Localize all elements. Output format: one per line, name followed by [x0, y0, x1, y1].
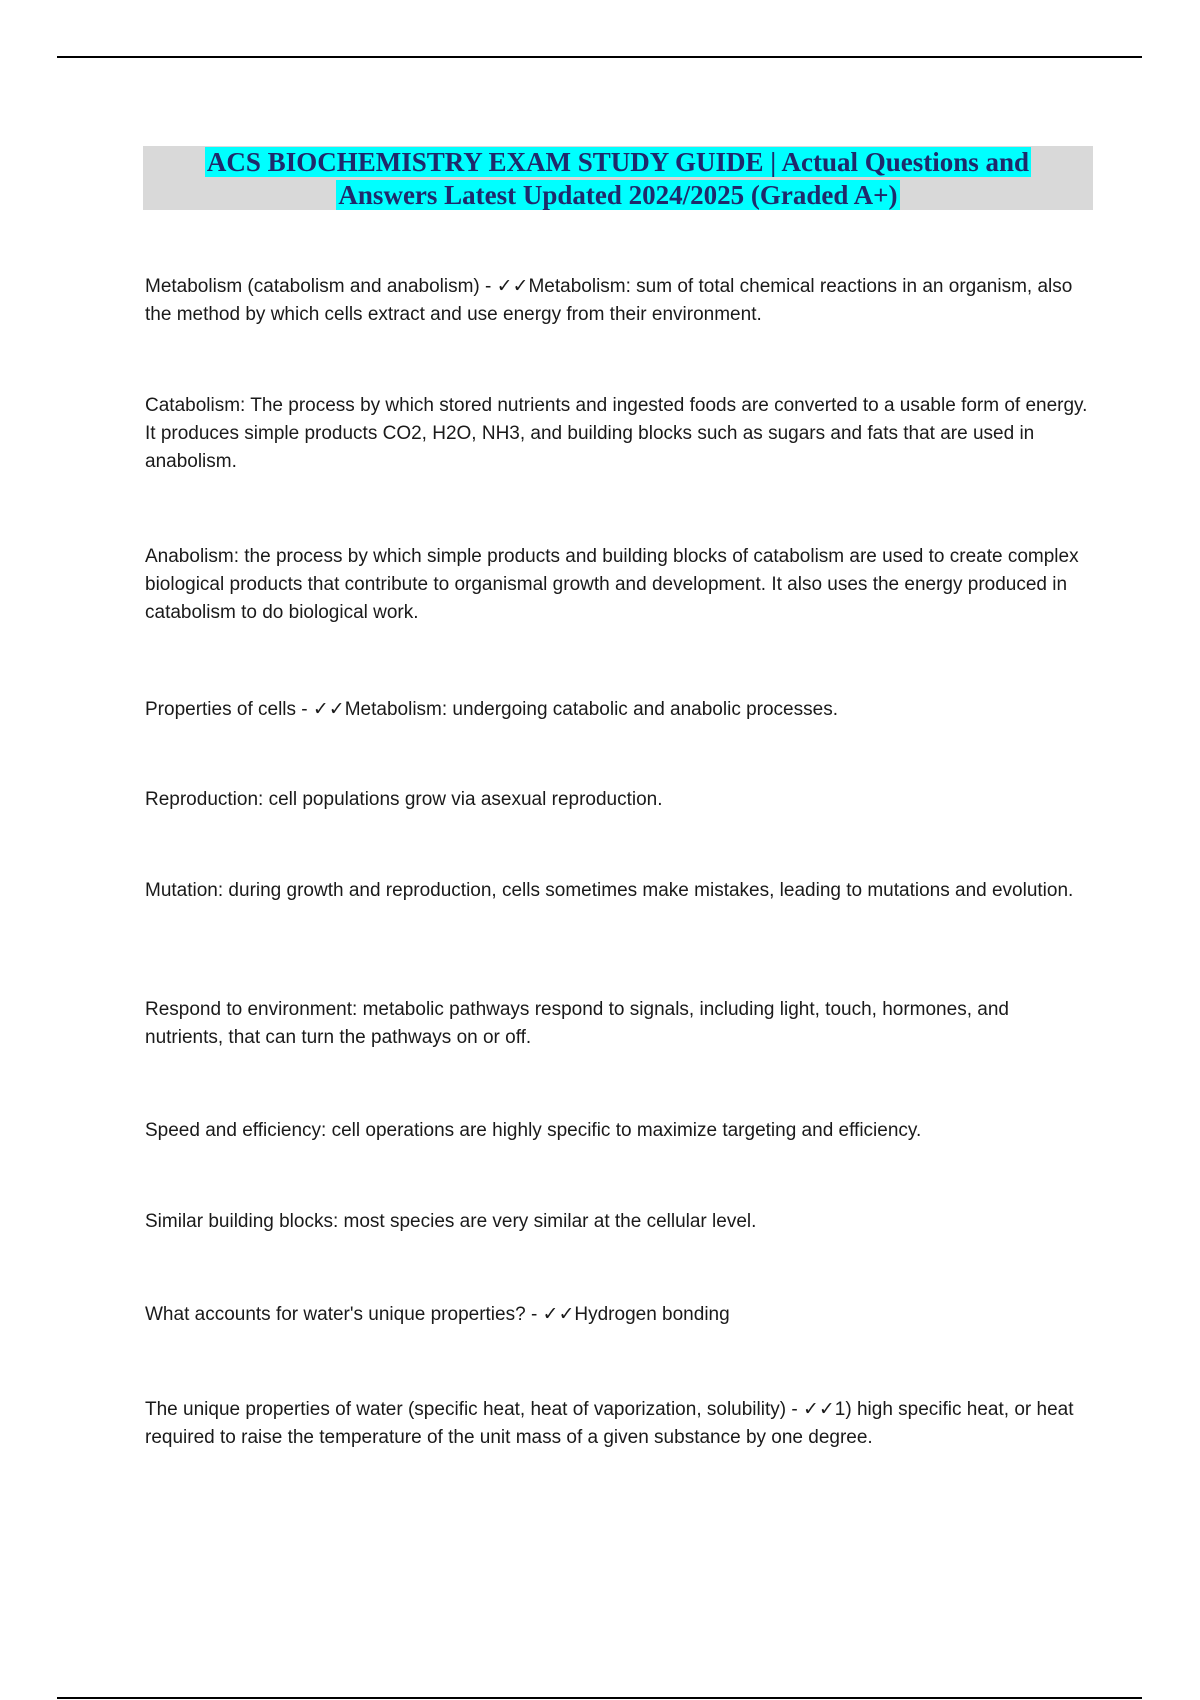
paragraph-water-properties-question: What accounts for water's unique properties? - ✓✓Hydrogen bonding: [145, 1304, 730, 1325]
bottom-rule: [57, 1697, 1142, 1699]
paragraph-anabolism: Anabolism: the process by which simple products and building blocks of catabolism are used to create complex biological products that contribute to organismal growth and development. It also uses the energy produced in catabolism to do biological work.: [145, 546, 1079, 623]
paragraph-reproduction: Reproduction: cell populations grow via asexual reproduction.: [145, 789, 663, 810]
paragraph-similar-building-blocks: Similar building blocks: most species are very similar at the cellular level.: [145, 1211, 757, 1232]
top-rule: [57, 56, 1142, 58]
title-text-1: ACS BIOCHEMISTRY EXAM STUDY GUIDE | Actual Questions and: [206, 147, 1030, 177]
paragraph-mutation: Mutation: during growth and reproduction, cells sometimes make mistakes, leading to mutations and evolution.: [145, 880, 1074, 901]
paragraph-unique-properties-water: The unique properties of water (specific heat, heat of vaporization, solubility) - ✓✓1) high specific heat, or heat required to raise the temperature of the unit mass of a given substance by one degree.: [145, 1399, 1074, 1448]
title-line-1: [143, 146, 1093, 179]
paragraph-respond-to-environment: Respond to environment: metabolic pathways respond to signals, including light, touch, hormones, and nutrients, that can turn the pathways on or off.: [145, 999, 1009, 1048]
title-text-2: Answers Latest Updated 2024/2025 (Graded A+): [338, 180, 898, 210]
document-title-box: [143, 146, 1093, 210]
paragraph-catabolism: Catabolism: The process by which stored nutrients and ingested foods are converted to a usable form of energy. It produces simple products CO2, H2O, NH3, and building blocks such as sugars and fats that are used in anabolism.: [145, 395, 1088, 472]
title-line-2: [143, 179, 1093, 212]
paragraph-speed-efficiency: Speed and efficiency: cell operations are highly specific to maximize targeting and efficiency.: [145, 1120, 922, 1141]
paragraph-metabolism: Metabolism (catabolism and anabolism) - ✓✓Metabolism: sum of total chemical reactions in an organism, also the method by which cells extract and use energy from their environment.: [145, 276, 1073, 325]
paragraph-properties-of-cells: Properties of cells - ✓✓Metabolism: undergoing catabolic and anabolic processes.: [145, 699, 838, 720]
